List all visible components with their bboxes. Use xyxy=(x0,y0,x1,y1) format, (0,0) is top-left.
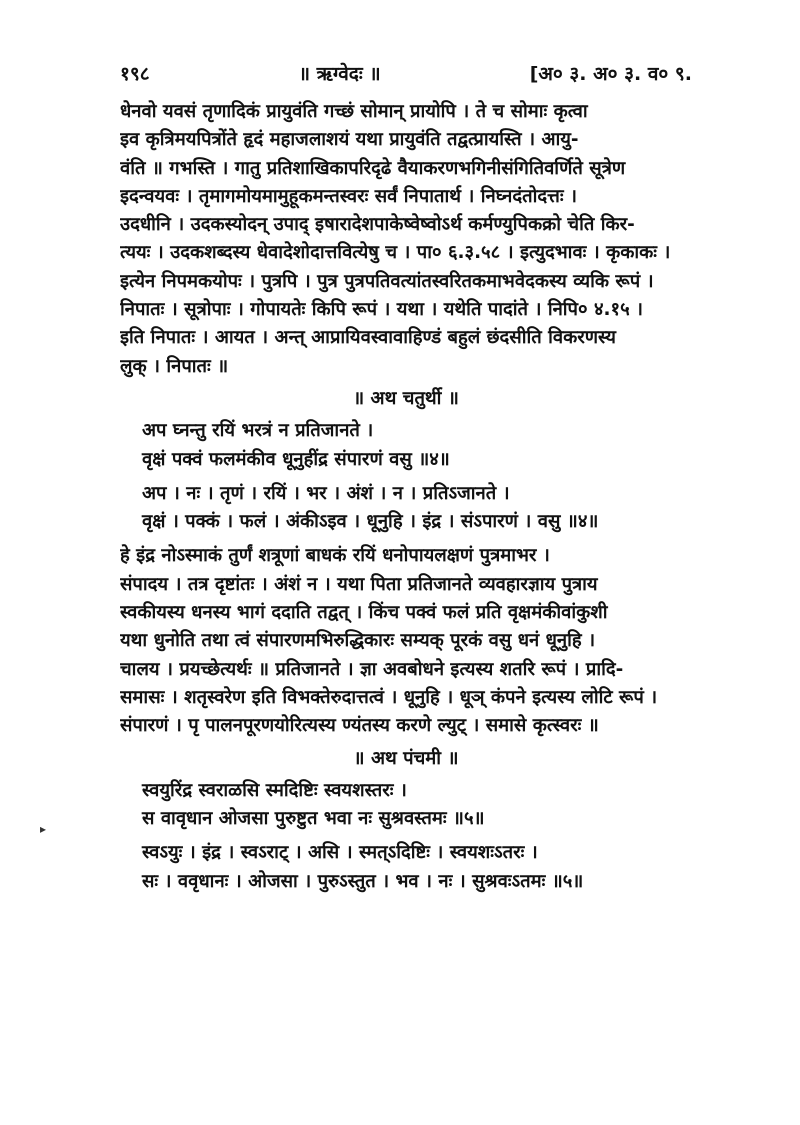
padapatha-line: स्वऽयुः । इंद्र । स्वऽराट् । असि । स्मत्ऽदिष्टिः । स्वयशःऽतरः । xyxy=(142,842,538,864)
commentary-line: इव कृत्रिमयपित्रोंते हृदं महाजलाशयं यथा प्रायुवंति तद्वत्प्रायस्ति । आयु- xyxy=(120,129,579,151)
page-header xyxy=(120,58,692,88)
main-text xyxy=(120,98,692,896)
verse-4-title: ॥ अथ चतुर्थी ॥ xyxy=(353,387,459,409)
commentary-line: समासः । शतृस्वरेण इति विभक्तेरुदात्तत्वं । धूनुहि । धूञ् कंपने इत्यस्य लोटि रूपं । xyxy=(120,686,658,708)
commentary-line: धेनवो यवसं तृणादिकं प्रायुवंति गच्छं सोमान् प्रायोपि । ते च सोमाः कृत्वा xyxy=(120,101,588,122)
verse-line: अप घ्नन्तु रयिं भरत्रं न प्रतिजानते । xyxy=(142,420,374,442)
commentary-line: इदन्वयवः । तृमागमोयमामुहूकमन्तस्वरः सर्वं निपातार्थ । निघ्नदंतोदत्तः । xyxy=(120,185,577,207)
commentary-line: इति निपातः । आयत । अन्त् आप्रायिवस्वावाहिण्डं बहुलं छंदसीति विकरणस्य xyxy=(120,327,616,349)
padapatha-line: सः । ववृधानः । ओजसा । पुरुऽस्तुत । भव । नः । सुश्रवःऽतमः ॥५॥ xyxy=(142,870,584,892)
commentary-line: लुक् । निपातः ॥ xyxy=(120,355,229,377)
commentary-block-1 xyxy=(120,98,692,381)
commentary-block-2 xyxy=(120,542,692,740)
running-title: ॥ ऋग्वेदः ॥ xyxy=(298,63,381,85)
padapatha-line: अप । नः । तृणं । रयिं । भर । अंशं । न । प्रतिऽजानते । xyxy=(142,482,510,504)
commentary-line: उदधीनि । उदकस्योदन् उपाद् इषारादेशपाकेष्वेष्वोऽर्थ कर्मण्युपिकक्रो चेति किर- xyxy=(120,214,635,236)
commentary-line: निपातः । सूत्रोपाः । गोपायतेः किपि रूपं । यथा । यथेति पादांते । निपि० ४.१५ । xyxy=(120,299,644,321)
commentary-line: वंति ॥ गभस्ति । गातु प्रतिशाखिकापरिदृढे वैयाकरणभगिनीसंगितिवर्णिते सूत्रेण xyxy=(120,157,626,179)
verse-line: स्वयुरिंद्र स्वराळसि स्मदिष्टिः स्वयशस्तरः । xyxy=(142,779,407,801)
verse-4 xyxy=(120,417,692,536)
verse-line: वृक्षं पक्वं फलमंकीव धूनुहींद्र संपारणं वसु ॥४॥ xyxy=(142,448,450,470)
margin-mark: ▸ xyxy=(40,822,47,836)
verse-line: स वावृधान ओजसा पुरुष्टुत भवा नः सुश्रवस्तमः ॥५॥ xyxy=(142,808,485,830)
commentary-line: त्ययः । उदकशब्दस्य धेवादेशोदात्तवित्येषु च । पा० ६.३.५८ । इत्युदभावः । कृकाकः । xyxy=(120,242,671,264)
commentary-line: इत्येन निपमकयोपः । पुत्रपि । पुत्र पुत्रपतिवत्यांतस्वरितकमाभवेदकस्य व्यकि रूपं । xyxy=(120,270,654,292)
commentary-line: स्वकीयस्य धनस्य भागं ददाति तद्वत् । किंच पक्वं फलं प्रति वृक्षमंकीवांकुशी xyxy=(120,602,608,624)
section-reference: [अ० ३. अ० ३. व० ९. xyxy=(529,63,692,85)
verse-5 xyxy=(120,777,692,896)
page-number: १९८ xyxy=(120,63,150,85)
padapatha-line: वृक्षं । पक्कं । फलं । अंकीऽइव । धूनुहि । इंद्र । संऽपारणं । वसु ॥४॥ xyxy=(142,511,599,533)
commentary-line: चालय । प्रयच्छेत्यर्थः ॥ प्रतिजानते । ज्ञा अवबोधने इत्यस्य शतरि रूपं । प्रादि- xyxy=(120,658,624,680)
commentary-line: संपारणं । पृ पालनपूरणयोरित्यस्य ण्यंतस्य करणे ल्युट् । समासे कृत्स्वरः ॥ xyxy=(120,715,599,737)
verse-5-title: ॥ अथ पंचमी ॥ xyxy=(353,747,459,769)
commentary-line: हे इंद्र नोऽस्माकं तुर्णं शत्रूणां बाधकं रयिं धनोपायलक्षणं पुत्रमाभर । xyxy=(120,545,550,567)
commentary-line: यथा धुनोति तथा त्वं संपारणमभिरुद्धिकारः सम्यक् पूरकं वसु धनं धूनुहि । xyxy=(120,630,596,652)
commentary-line: संपादय । तत्र दृष्टांतः । अंशं न । यथा पिता प्रतिजानते व्यवहारज्ञाय पुत्राय xyxy=(120,573,598,595)
